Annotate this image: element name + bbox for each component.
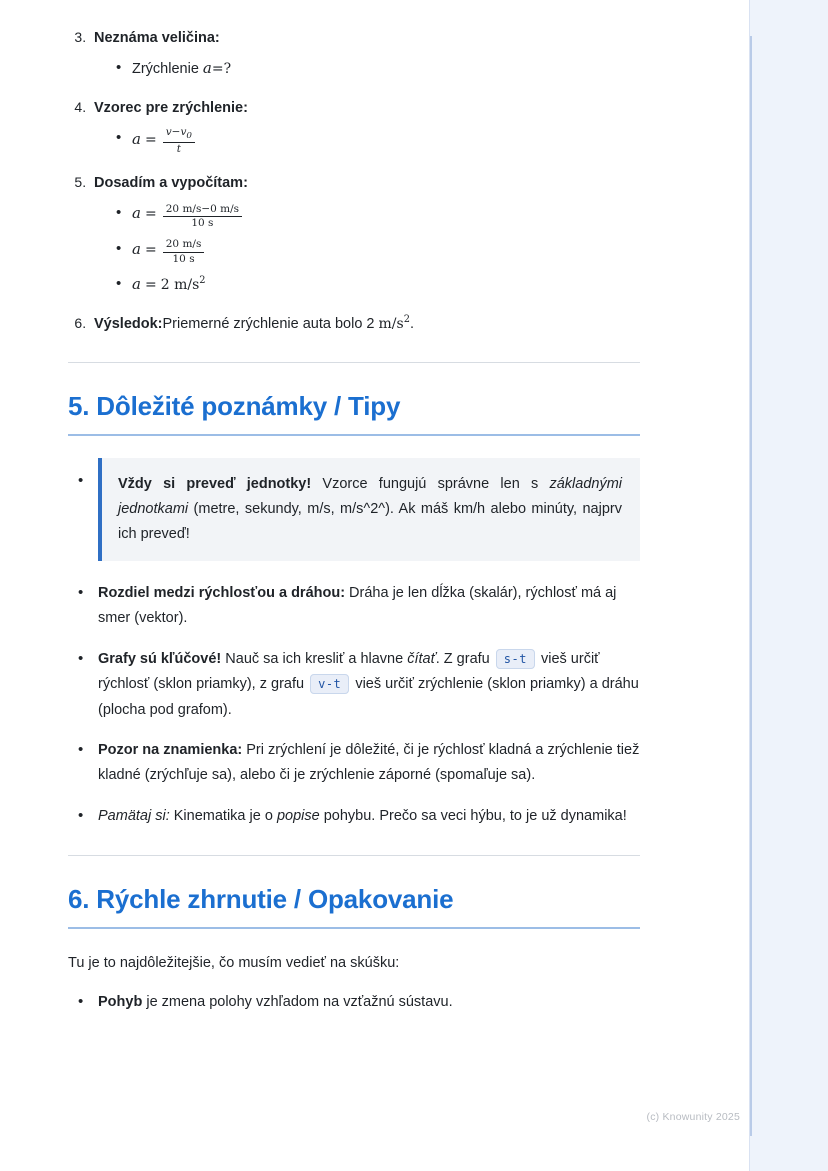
tip-3-text: Pri zrýchlení je dôležité, či je rýchlosť kladná a zrýchlenie tiež kladné (zrýchľuje sa), alebo či je zrýchlenie záporné (spomaľuje sa). (98, 741, 640, 784)
step-4-item (116, 126, 640, 157)
calc1-denominator: 10 s (191, 217, 214, 229)
step-4-title: Vzorec pre zrýchlenie: (94, 99, 248, 116)
calc2-lhs: a (132, 239, 141, 258)
accel-question: =? (211, 61, 232, 78)
summary-list (68, 990, 640, 1015)
tip-1-bold: Rozdiel medzi rýchlosťou a dráhou: (98, 585, 346, 602)
section-5-heading: 5. Dôležité poznámky / Tipy (68, 391, 401, 422)
summary-item-pohyb (68, 990, 640, 1015)
step-3-title: Neznáma veličina: (94, 30, 220, 46)
solution-steps-list (68, 26, 640, 336)
footer-copyright: (c) Knowunity 2025 (646, 1111, 740, 1123)
tip-2-italic: čítať (407, 650, 436, 667)
code-vt-graph: v-t (310, 674, 349, 694)
section-5-underline (68, 434, 640, 436)
section-6-heading: 6. Rýchle zhrnutie / Opakovanie (68, 884, 454, 915)
step-5-item-1 (116, 201, 640, 231)
tip-2-text-d: vieš určiť zrýchlenie (sklon priamky) a dráhu (plocha pod grafom). (98, 676, 639, 718)
tip-2-text-b: . Z grafu (435, 650, 494, 667)
section-divider-2 (68, 855, 640, 856)
subscript-zero: 0 (186, 131, 192, 142)
formula-accel-lhs: a (132, 130, 141, 149)
callout-text-1: Vzorce fungujú správne len s (311, 476, 550, 493)
tip-callout-item (68, 458, 640, 561)
calc1-equals: = (144, 206, 157, 223)
tip-2-text-a: Nauč sa ich kresliť a hlavne (221, 650, 408, 667)
tip-item-remember (68, 804, 640, 829)
callout-text-2: (metre, sekundy, m/s, m/s^2^). Ak máš km/h alebo minúty, najprv ich preveď! (118, 501, 622, 543)
fraction-numerator: $v-v_0$ (163, 126, 195, 143)
right-margin-fill (750, 0, 828, 1171)
step-4-items (94, 126, 640, 157)
calc2-denominator: 10 s (172, 252, 195, 265)
step-3-item: • Zrýchlenie a=? (116, 56, 640, 82)
summary-1-text: je zmena polohy vzhľadom na vzťažnú sústavu. (142, 993, 453, 1010)
tip-2-bold: Grafy sú kľúčové! (98, 650, 222, 667)
section-6-underline (68, 927, 640, 929)
equals-sign: = (144, 132, 157, 149)
tip-1-text: Dráha je len dĺžka (skalár), rýchlosť má aj smer (vektor). (98, 585, 617, 627)
variable-a: a (202, 59, 212, 78)
fraction-denominator: t (176, 143, 181, 156)
callout-italic: základnými jednotkami (118, 476, 622, 518)
result-label: Výsledok: (94, 316, 163, 333)
calc1-numerator: 20 m/s−0 m/s (163, 203, 242, 217)
result-unit: m/s (378, 316, 404, 333)
tip-4-text-b: pohybu. Prečo sa veci hýbu, to je už dynamika! (319, 807, 627, 824)
tip-item-signs (68, 738, 640, 789)
callout-bold: Vždy si preveď jednotky! (118, 476, 312, 493)
tip-3-bold: Pozor na znamienka: (98, 741, 243, 758)
step-5-items (94, 201, 640, 298)
tip-2-text-c: vieš určiť rýchlosť (sklon priamky), z grafu (98, 650, 600, 693)
tip-4-italic-b: popise (276, 807, 320, 824)
section-divider-1 (68, 362, 640, 363)
calc2-fraction (163, 238, 205, 266)
result-exponent: 2 (403, 314, 410, 326)
result-text-before: Priemerné zrýchlenie auta bolo 2 (162, 316, 379, 333)
tip-item-difference (68, 581, 640, 632)
step-5-item-2 (116, 237, 640, 267)
step-6-result (90, 312, 640, 336)
calc3-exponent: 2 (199, 275, 206, 287)
document-content (68, 26, 640, 1025)
calc2-equals: = (144, 241, 157, 258)
section-6-intro: Tu je to najdôležitejšie, čo musím vedieť na skúšku: (68, 955, 400, 972)
right-margin-strip (749, 0, 828, 1171)
result-text-after: . (409, 316, 414, 333)
margin-divider-line (750, 36, 752, 1136)
calc3-value: 2 m/s (160, 277, 200, 294)
step-5-title: Dosadím a vypočítam: (94, 174, 248, 191)
step-4 (90, 96, 640, 157)
tip-4-text-a: Kinematika je o (169, 807, 277, 824)
calc2-numerator: 20 m/s (163, 238, 205, 252)
tip-4-italic: Pamätaj si: (98, 807, 170, 824)
tip-item-graphs (68, 647, 640, 723)
calc3-equals: = (144, 277, 157, 294)
calc1-lhs: a (132, 204, 141, 223)
units-callout (98, 458, 640, 561)
step-5-item-3 (116, 272, 640, 298)
step-3-items (94, 56, 640, 82)
code-st-graph: s-t (496, 649, 535, 669)
calc3-lhs: a (132, 275, 141, 294)
step-5 (90, 171, 640, 298)
tips-list (68, 458, 640, 829)
formula-accel-fraction (163, 126, 195, 157)
calc1-fraction (163, 203, 242, 231)
summary-1-bold: Pohyb (98, 993, 143, 1010)
step-3 (90, 26, 640, 82)
